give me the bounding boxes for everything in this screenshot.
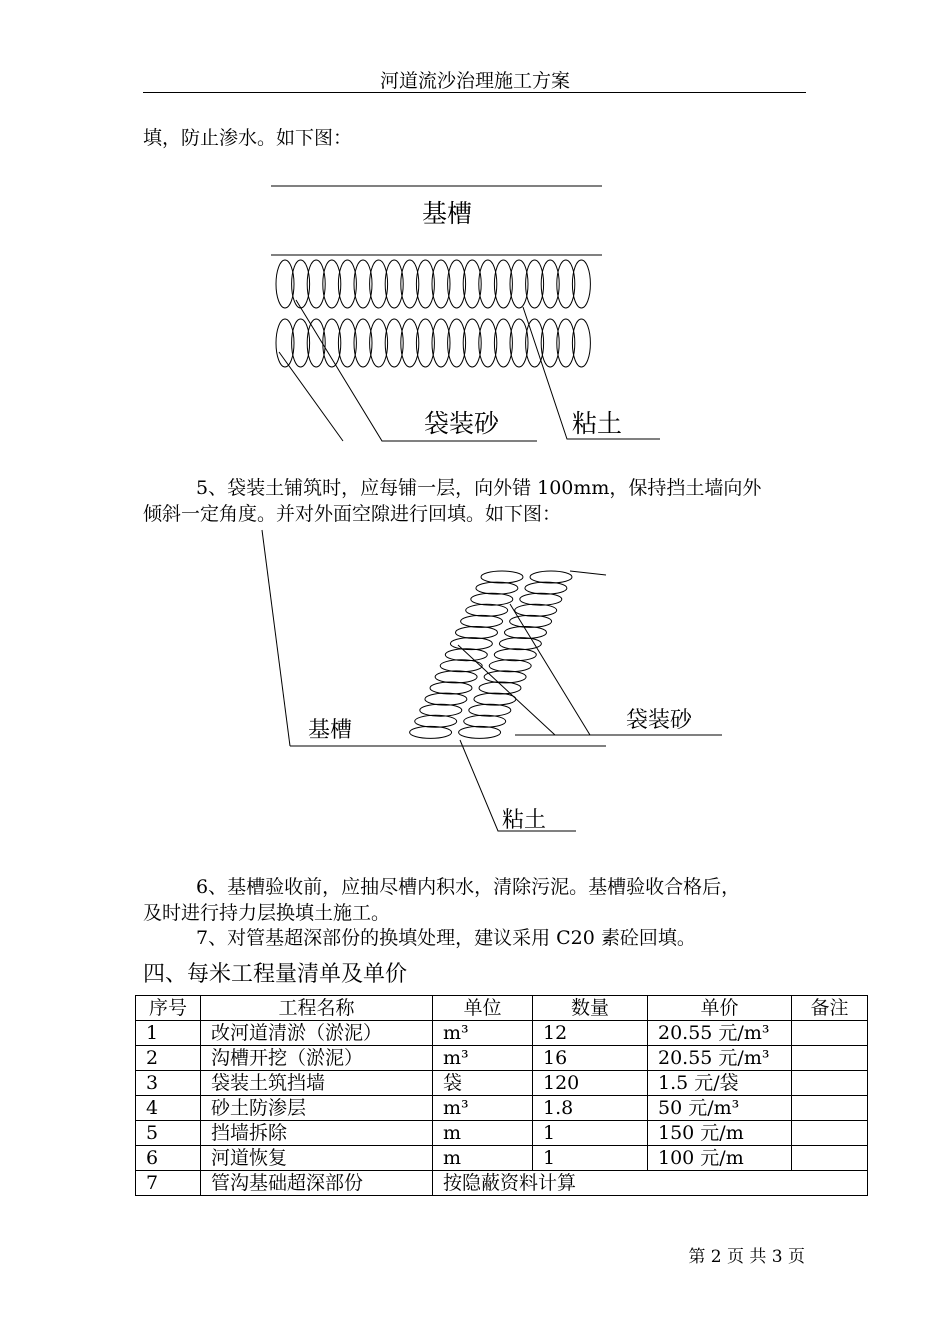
table-cell: 挡墙拆除 — [201, 1121, 433, 1146]
figure1-label-clay: 粘土 — [572, 409, 623, 438]
sandbag-shape — [469, 704, 511, 716]
paragraph-6-line2: 及时进行持力层换填土施工。 — [143, 902, 391, 924]
table-cell: 100 元/m — [648, 1146, 792, 1171]
figure1-bag-row-upper — [276, 260, 590, 308]
sandbag-shape — [410, 726, 452, 738]
table-cell: 1 — [533, 1146, 648, 1171]
sandbag-shape — [520, 593, 562, 605]
table-cell: 沟槽开挖（淤泥） — [201, 1046, 433, 1071]
figure1-title: 基槽 — [421, 199, 473, 228]
table-cell: 150 元/m — [648, 1121, 792, 1146]
table-row — [136, 1021, 868, 1046]
sandbag-shape — [420, 704, 462, 716]
table-cell: 1 — [136, 1021, 201, 1046]
sandbag-shape — [476, 582, 518, 594]
table-cell: 砂土防渗层 — [201, 1096, 433, 1121]
sandbag-shape — [505, 627, 547, 639]
table-cell: 管沟基础超深部份 — [201, 1171, 433, 1196]
sandbag-shape — [484, 671, 526, 683]
sandbag-shape — [474, 693, 516, 705]
sandbag-shape — [464, 715, 506, 727]
table-cell — [792, 1071, 868, 1096]
table-row — [136, 1146, 868, 1171]
sandbag-shape — [489, 660, 531, 672]
sandbag-shape — [445, 649, 487, 661]
sandbag-shape — [499, 638, 541, 650]
table-cell: m³ — [433, 1021, 533, 1046]
table-cell: 改河道清淤（淤泥） — [201, 1021, 433, 1046]
header-cell: 工程名称 — [201, 996, 433, 1021]
sandbag-shape — [435, 671, 477, 683]
table-cell: 4 — [136, 1096, 201, 1121]
table-cell: 16 — [533, 1046, 648, 1071]
table-cell: 袋 — [433, 1071, 533, 1096]
table-cell: 5 — [136, 1121, 201, 1146]
table-cell — [792, 1096, 868, 1121]
table-cell: 1.5 元/袋 — [648, 1071, 792, 1096]
table-cell: 120 — [533, 1071, 648, 1096]
table-row — [136, 1071, 868, 1096]
table-cell: m³ — [433, 1046, 533, 1071]
table-cell: 12 — [533, 1021, 648, 1046]
figure2-label-trench: 基槽 — [308, 718, 353, 743]
table-cell: 20.55 元/m³ — [648, 1046, 792, 1071]
figure2-trench-wall-line — [262, 530, 290, 746]
header-cell: 单位 — [433, 996, 533, 1021]
figure1-sand-leader-a — [296, 300, 537, 441]
section-4-heading: 四、每米工程量清单及单价 — [143, 962, 408, 987]
sandbag-shape — [430, 682, 472, 694]
sandbag-shape — [415, 715, 457, 727]
figure1-sand-leader-b — [279, 352, 343, 441]
document-header-title: 河道流沙治理施工方案 — [379, 70, 570, 92]
table-cell: m — [433, 1146, 533, 1171]
sandbag-shape — [530, 571, 572, 583]
sandbag-shape — [450, 638, 492, 650]
header-cell: 数量 — [533, 996, 648, 1021]
table-cell: 袋装土筑挡墙 — [201, 1071, 433, 1096]
table-cell: 50 元/m³ — [648, 1096, 792, 1121]
paragraph-5-line2: 倾斜一定角度。并对外面空隙进行回填。如下图： — [143, 503, 562, 525]
figure2-label-clay: 粘土 — [502, 808, 547, 833]
table-row — [136, 1096, 868, 1121]
figure2-sloped-wall-diagram — [262, 530, 722, 831]
header-cell: 单价 — [648, 996, 792, 1021]
sandbag-shape — [515, 604, 557, 616]
table-cell: 6 — [136, 1146, 201, 1171]
table-cell — [792, 1046, 868, 1071]
figure1-bag-row-lower — [276, 319, 590, 367]
sandbag-shape — [481, 571, 523, 583]
table-cell: 1.8 — [533, 1096, 648, 1121]
sandbag-shape — [525, 582, 567, 594]
paragraph-intro: 填，防止渗水。如下图： — [143, 127, 353, 149]
paragraph-6-line1: 6、基槽验收前，应抽尽槽内积水，清除污泥。基槽验收合格后， — [196, 876, 741, 898]
table-cell: 1 — [533, 1121, 648, 1146]
table-cell: m³ — [433, 1096, 533, 1121]
figure2-sand-leader-a — [458, 645, 555, 735]
table-cell: 7 — [136, 1171, 201, 1196]
table-cell — [792, 1021, 868, 1046]
table-header-row — [136, 996, 868, 1021]
sandbag-shape — [456, 627, 498, 639]
sandbag-shape — [425, 693, 467, 705]
sandbag-shape — [494, 649, 536, 661]
table-row — [136, 1121, 868, 1146]
figure2-bag-stack-inner — [410, 571, 523, 738]
header-cell: 备注 — [792, 996, 868, 1021]
paragraph-7: 7、对管基超深部份的换填处理，建议采用 C20 素砼回填。 — [196, 927, 696, 949]
table-row — [136, 1046, 868, 1071]
figure2-top-line — [570, 571, 606, 575]
figure2-label-sand: 袋装砂 — [626, 708, 693, 733]
table-row — [136, 1171, 868, 1196]
table-cell-merged: 按隐蔽资料计算 — [433, 1171, 868, 1196]
table-cell: m — [433, 1121, 533, 1146]
page-number-footer: 第 2 页 共 3 页 — [688, 1247, 805, 1267]
table-cell: 2 — [136, 1046, 201, 1071]
paragraph-5-line1: 5、袋装土铺筑时，应每铺一层，向外错 100mm，保持挡土墙向外 — [196, 477, 762, 499]
figure1-label-sand: 袋装砂 — [424, 409, 500, 438]
cost-table — [135, 995, 868, 1196]
table-cell — [792, 1146, 868, 1171]
table-cell: 3 — [136, 1071, 201, 1096]
header-cell: 序号 — [136, 996, 201, 1021]
figure2-bag-stack-outer — [459, 571, 572, 738]
table-cell: 20.55 元/m³ — [648, 1021, 792, 1046]
sandbag-shape — [459, 726, 501, 738]
table-cell — [792, 1121, 868, 1146]
sandbag-shape — [466, 604, 508, 616]
sandbag-shape — [471, 593, 513, 605]
table-cell: 河道恢复 — [201, 1146, 433, 1171]
sandbag-shape — [510, 615, 552, 627]
sandbag-shape — [461, 615, 503, 627]
